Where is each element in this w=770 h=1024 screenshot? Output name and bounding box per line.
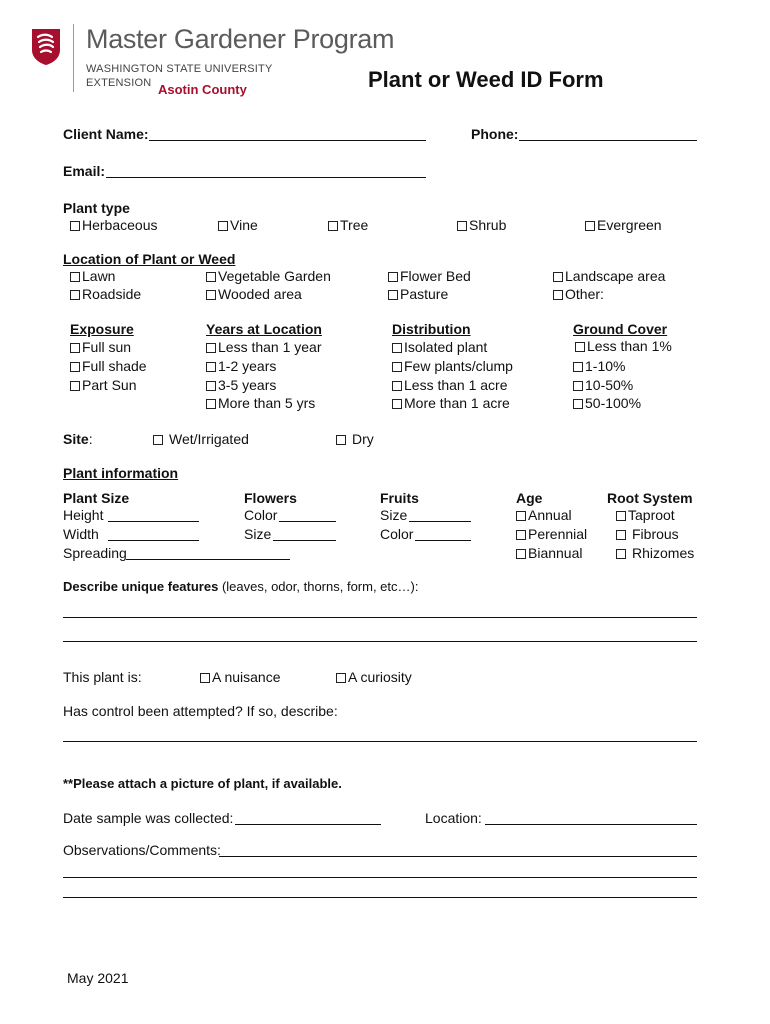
age-annual[interactable]: Annual xyxy=(516,507,572,523)
features-label: Describe unique features (leaves, odor, thorns, form, etc…): xyxy=(63,579,419,594)
fruit-size-field[interactable] xyxy=(409,521,471,522)
email-field[interactable] xyxy=(106,177,426,178)
distribution-more-than-1-acre[interactable]: More than 1 acre xyxy=(392,395,510,411)
flower-color-label: Color xyxy=(244,507,278,523)
checkbox[interactable] xyxy=(575,342,585,352)
plant-size-heading: Plant Size xyxy=(63,490,130,506)
features-line-2[interactable] xyxy=(63,641,697,642)
checkbox[interactable] xyxy=(206,272,216,282)
checkbox[interactable] xyxy=(573,381,583,391)
checkbox[interactable] xyxy=(70,272,80,282)
plant-type-tree[interactable]: Tree xyxy=(328,217,368,233)
checkbox[interactable] xyxy=(516,530,526,540)
checkbox[interactable] xyxy=(328,221,338,231)
location-flower-bed[interactable]: Flower Bed xyxy=(388,268,471,284)
distribution-few-plants[interactable]: Few plants/clump xyxy=(392,358,513,374)
height-field[interactable] xyxy=(108,521,199,522)
ground-cover-10-50[interactable]: 10-50% xyxy=(573,377,633,393)
exposure-part-sun[interactable]: Part Sun xyxy=(70,377,136,393)
age-heading: Age xyxy=(516,490,543,506)
flower-size-label: Size xyxy=(244,526,272,542)
ground-cover-50-100[interactable]: 50-100% xyxy=(573,395,641,411)
ground-cover-heading: Ground Cover xyxy=(573,321,668,337)
years-3-5[interactable]: 3-5 years xyxy=(206,377,276,393)
spreading-field[interactable] xyxy=(126,559,290,560)
control-label: Has control been attempted? If so, describe: xyxy=(63,703,338,719)
checkbox[interactable] xyxy=(553,290,563,300)
root-taproot[interactable]: Taproot xyxy=(616,507,675,523)
plant-type-evergreen[interactable]: Evergreen xyxy=(585,217,662,233)
location-vegetable-garden[interactable]: Vegetable Garden xyxy=(206,268,331,284)
exposure-full-sun[interactable]: Full sun xyxy=(70,339,131,355)
checkbox[interactable] xyxy=(336,435,346,445)
university-name: WASHINGTON STATE UNIVERSITY xyxy=(86,63,273,75)
footer-date: May 2021 xyxy=(67,970,129,986)
distribution-less-than-1-acre[interactable]: Less than 1 acre xyxy=(392,377,508,393)
checkbox[interactable] xyxy=(206,399,216,409)
spreading-label: Spreading xyxy=(63,545,127,561)
checkbox[interactable] xyxy=(206,290,216,300)
date-collected-field[interactable] xyxy=(235,824,381,825)
plant-type-heading: Plant type xyxy=(63,200,130,216)
location-lawn[interactable]: Lawn xyxy=(70,268,115,284)
checkbox[interactable] xyxy=(70,362,80,372)
width-label: Width xyxy=(63,526,99,542)
checkbox[interactable] xyxy=(218,221,228,231)
county-name: Asotin County xyxy=(158,82,247,97)
root-fibrous[interactable]: Fibrous xyxy=(616,526,679,542)
checkbox[interactable] xyxy=(153,435,163,445)
height-label: Height xyxy=(63,507,104,523)
site-wet-irrigated[interactable]: Wet/Irrigated xyxy=(153,431,249,447)
form-title: Plant or Weed ID Form xyxy=(368,67,604,92)
checkbox[interactable] xyxy=(616,530,626,540)
site-dry[interactable]: Dry xyxy=(336,431,374,447)
fruit-size-label: Size xyxy=(380,507,408,523)
checkbox[interactable] xyxy=(392,362,402,372)
exposure-full-shade[interactable]: Full shade xyxy=(70,358,147,374)
program-title: Master Gardener Program xyxy=(86,24,395,54)
checkbox[interactable] xyxy=(388,290,398,300)
distribution-heading: Distribution xyxy=(392,321,471,337)
checkbox[interactable] xyxy=(392,381,402,391)
checkbox[interactable] xyxy=(616,549,626,559)
fruits-heading: Fruits xyxy=(380,490,419,506)
plant-type-herbaceous[interactable]: Herbaceous xyxy=(70,217,158,233)
checkbox[interactable] xyxy=(200,673,210,683)
observations-line-2[interactable] xyxy=(63,877,697,878)
age-perennial[interactable]: Perennial xyxy=(516,526,587,542)
plant-is-curiosity[interactable]: A curiosity xyxy=(336,669,412,685)
width-field[interactable] xyxy=(108,540,199,541)
plant-is-nuisance[interactable]: A nuisance xyxy=(200,669,281,685)
years-less-than-1[interactable]: Less than 1 year xyxy=(206,339,322,355)
years-more-than-5[interactable]: More than 5 yrs xyxy=(206,395,315,411)
site-label: Site: xyxy=(63,431,93,447)
attach-picture-note: **Please attach a picture of plant, if available. xyxy=(63,776,342,791)
checkbox[interactable] xyxy=(553,272,563,282)
checkbox[interactable] xyxy=(392,399,402,409)
phone-label: Phone: xyxy=(471,126,519,142)
checkbox[interactable] xyxy=(70,221,80,231)
observations-label: Observations/Comments: xyxy=(63,842,221,858)
fruit-color-field[interactable] xyxy=(415,540,471,541)
email-label: Email: xyxy=(63,163,106,179)
checkbox[interactable] xyxy=(573,362,583,372)
checkbox[interactable] xyxy=(616,511,626,521)
location-label: Location: xyxy=(425,810,482,826)
location-other[interactable]: Other: xyxy=(553,286,604,302)
flower-size-field[interactable] xyxy=(273,540,336,541)
years-heading: Years at Location xyxy=(206,321,322,337)
plant-type-vine[interactable]: Vine xyxy=(218,217,258,233)
flower-color-field[interactable] xyxy=(279,521,336,522)
checkbox[interactable] xyxy=(516,511,526,521)
checkbox[interactable] xyxy=(585,221,595,231)
checkbox[interactable] xyxy=(573,399,583,409)
age-biannual[interactable]: Biannual xyxy=(516,545,583,561)
location-roadside[interactable]: Roadside xyxy=(70,286,141,302)
checkbox[interactable] xyxy=(206,343,216,353)
location-heading: Location of Plant or Weed xyxy=(63,251,236,267)
plant-is-label: This plant is: xyxy=(63,669,142,685)
root-system-heading: Root System xyxy=(607,490,693,506)
checkbox[interactable] xyxy=(457,221,467,231)
checkbox[interactable] xyxy=(388,272,398,282)
root-rhizomes[interactable]: Rhizomes xyxy=(616,545,694,561)
plant-type-shrub[interactable]: Shrub xyxy=(457,217,506,233)
exposure-heading: Exposure xyxy=(70,321,134,337)
location-wooded-area[interactable]: Wooded area xyxy=(206,286,302,302)
wsu-cougar-icon xyxy=(31,28,61,66)
distribution-isolated[interactable]: Isolated plant xyxy=(392,339,487,355)
observations-line-3[interactable] xyxy=(63,897,697,898)
header-divider xyxy=(73,24,74,92)
phone-field[interactable] xyxy=(519,140,697,141)
date-collected-label: Date sample was collected: xyxy=(63,810,234,826)
extension-label: EXTENSION xyxy=(86,77,152,89)
checkbox[interactable] xyxy=(206,362,216,372)
control-description-field[interactable] xyxy=(63,741,697,742)
checkbox[interactable] xyxy=(70,343,80,353)
location-landscape-area[interactable]: Landscape area xyxy=(553,268,665,284)
wsu-logo-shield xyxy=(31,28,61,71)
checkbox[interactable] xyxy=(336,673,346,683)
checkbox[interactable] xyxy=(70,381,80,391)
ground-cover-less-than-1[interactable]: Less than 1% xyxy=(575,338,672,354)
checkbox[interactable] xyxy=(70,290,80,300)
ground-cover-1-10[interactable]: 1-10% xyxy=(573,358,625,374)
checkbox[interactable] xyxy=(392,343,402,353)
location-field[interactable] xyxy=(485,824,697,825)
client-name-field[interactable] xyxy=(149,140,426,141)
fruit-color-label: Color xyxy=(380,526,414,542)
features-line-1[interactable] xyxy=(63,617,697,618)
observations-line-1[interactable] xyxy=(219,856,697,857)
flowers-heading: Flowers xyxy=(244,490,297,506)
client-name-label: Client Name: xyxy=(63,126,149,142)
plant-info-heading: Plant information xyxy=(63,465,179,481)
years-1-2[interactable]: 1-2 years xyxy=(206,358,276,374)
location-pasture[interactable]: Pasture xyxy=(388,286,448,302)
checkbox[interactable] xyxy=(516,549,526,559)
checkbox[interactable] xyxy=(206,381,216,391)
